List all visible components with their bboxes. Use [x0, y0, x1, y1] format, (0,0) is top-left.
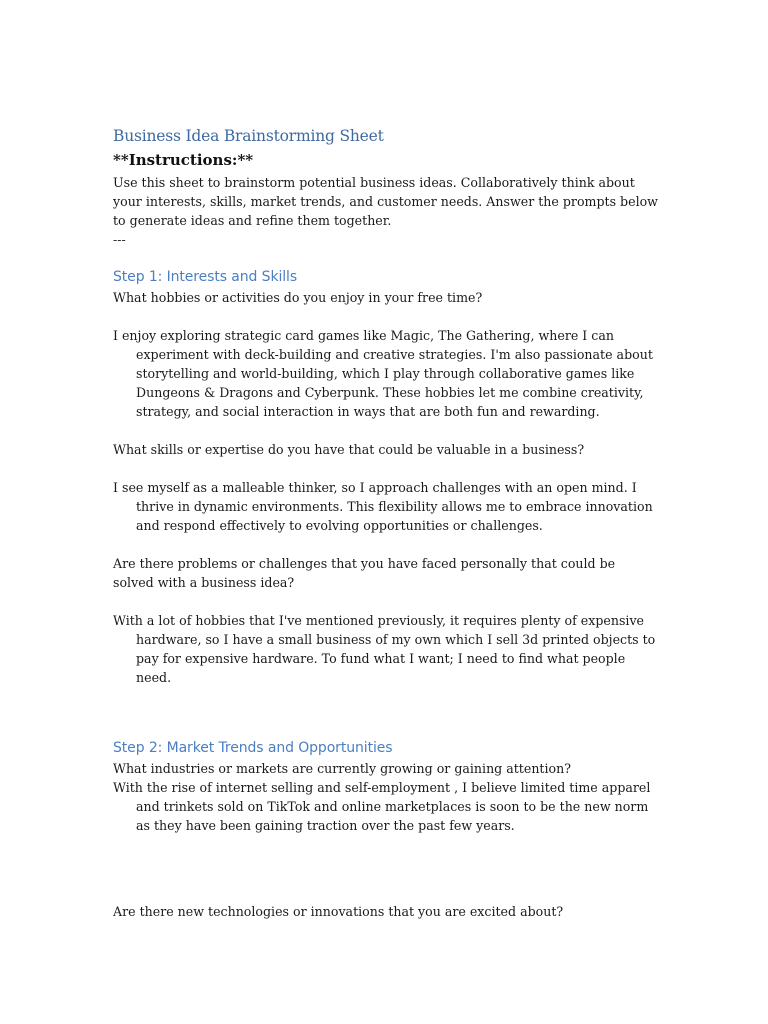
step2-question-1: What industries or markets are currently growing or gaining attention? [113, 761, 571, 776]
step1-answer-2: I see myself as a malleable thinker, so I approach challenges with an open mind. I thrive in dynamic environments. This flexibility allows me to embrace innovation and respond effectively to evolving opportunities or challenges. [113, 480, 653, 533]
step2-answer-1: With the rise of internet selling and self-employment , I believe limited time apparel and trinkets sold on TikTok and online marketplaces is soon to be the new norm as they have been gaining traction over the past few years. [113, 780, 651, 833]
spacer [113, 307, 658, 326]
spacer [113, 687, 658, 737]
step1-question-2: What skills or expertise do you have that could be valuable in a business? [113, 442, 585, 457]
step1-heading: Step 1: Interests and Skills [113, 269, 298, 285]
spacer [113, 835, 658, 885]
instructions-heading: **Instructions:** [113, 151, 254, 169]
document-body [113, 125, 658, 921]
spacer [113, 249, 658, 266]
step2-question-2: Are there new technologies or innovations that you are excited about? [113, 904, 564, 919]
spacer [113, 421, 658, 440]
step1-question-1: What hobbies or activities do you enjoy in your free time? [113, 290, 483, 305]
step1-answer-1: I enjoy exploring strategic card games like Magic, The Gathering, where I can experiment with deck-building and creative strategies. I'm also passionate about storytelling and world-building, which I play through collaborative games like Dungeons & Dragons and Cyberpunk. These hobbies let me combine creativity, strategy, and social interaction in ways that are both fun and rewarding. [113, 328, 653, 419]
spacer [113, 459, 658, 478]
separator-text: --- [113, 232, 126, 247]
document-title: Business Idea Brainstorming Sheet [113, 127, 384, 145]
intro-paragraph: Use this sheet to brainstorm potential business ideas. Collaboratively think about your interests, skills, market trends, and customer needs. Answer the prompts below to generate ideas and refine them together. [113, 175, 658, 228]
step2-heading: Step 2: Market Trends and Opportunities [113, 740, 393, 756]
step1-answer-3: With a lot of hobbies that I've mentioned previously, it requires plenty of expensive hardware, so I have a small business of my own which I sell 3d printed objects to pay for expensive hardware. To fund what I want; I need to find what people need. [113, 613, 656, 685]
spacer [113, 592, 658, 611]
spacer [113, 535, 658, 554]
step1-question-3: Are there problems or challenges that you have faced personally that could be solved with a business idea? [113, 556, 616, 590]
spacer [113, 885, 658, 902]
